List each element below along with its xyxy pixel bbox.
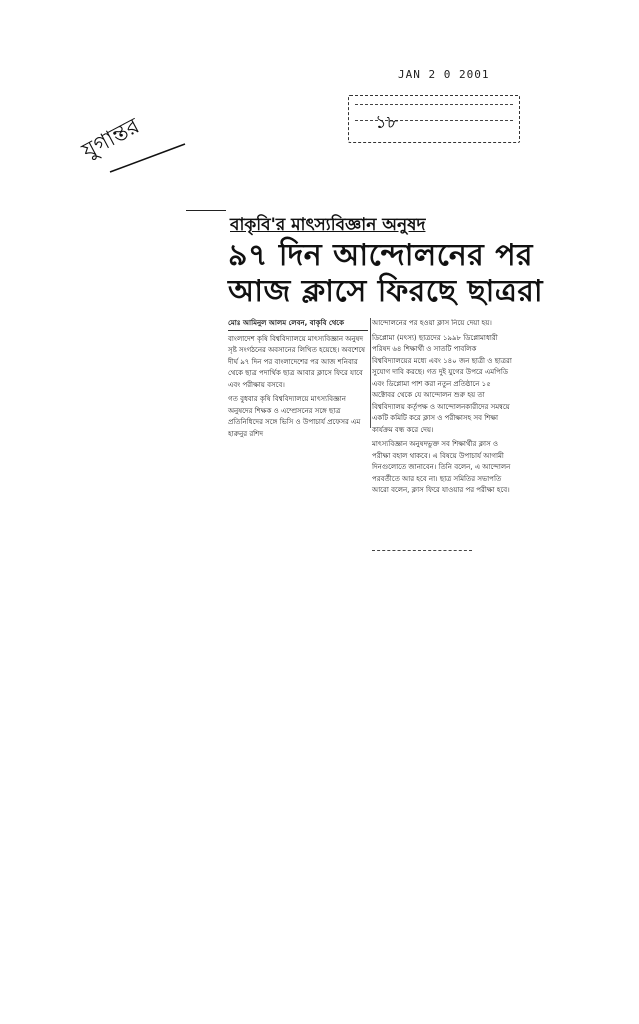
date-stamp: JAN 2 0 2001 [398,68,490,81]
headline-line-2: আজ ক্লাসে ফিরছে ছাত্ররা [228,274,544,309]
article-kicker: বাকৃবি'র মাৎস্যবিজ্ঞান অনুষদ [230,215,426,235]
stamp-mark: ১৮ [375,112,399,133]
clip-bottom-rule [372,550,472,551]
article-column-left [228,318,368,438]
article-column-right [372,318,512,543]
handwritten-note-text: যুগান্তর [78,113,144,165]
headline-line-1: ৯৭ দিন আন্দোলনের পর [228,238,534,273]
handwritten-note [80,88,190,178]
article-byline: মোঃ আমিনুল আলম লেবন, বাকৃবি থেকে [228,318,368,331]
article-paragraph: বাংলাদেশ কৃষি বিশ্ববিদ্যালয়ে মাৎস্যবিজ্ঞান অনুষদ সৃষ্ট সংগঠনের অবসানের লিখিত হয়েছে। অবশেষে দীর্ঘ ৯৭ দিন পর বাংলাদেশের পর আজ শনিবার থেকে ছাত্র পদার্থিক ছাত্র আবার ক্লাসে ফিরে যাবে এবং পরীক্ষায় বসবে। [228,334,366,389]
article-paragraph: ডিপ্লোমা (মৎস্য) ছাত্রদের ১৯৯৮ ডিপ্লোমাধারী পরিষদ ৬৪ শিক্ষার্থী ও সাতটি পাবলিক বিশ্ববিদ্যালয়ের মধ্যে এবং ১৪০ জন ছাত্রী ও ছাত্ররা সুযোগ দাবি করছে। গত দুই যুগের উপরে এমপিডি এবং ডিপ্লোমা পাশ করা নতুন প্রতিষ্ঠানে ১৫ অক্টোবর থেকে যে আন্দোলন শুরু হয় তা বিশ্ববিদ্যালয় কর্তৃপক্ষ ও আন্দোলনকারীদের সমন্বয়ে একটি কমিটি করে ক্লাস ও পরীক্ষাসহ সব শিক্ষা কার্যক্রম বন্ধ করে দেয়। [372,333,512,434]
article-paragraph: মাৎস্যবিজ্ঞান অনুষদভুক্ত সব শিক্ষার্থীর ক্লাস ও পরীক্ষা বহাল থাকবে। এ বিষয়ে উপাচার্য আগামী দিনগুলোতে জানাবেন। তিনি বলেন, এ আন্দোলন পরবর্তীতে আর হবে না। ছাত্র সমিতির সভাপতি আরো বলেন, ক্লাস ফিরে যাওয়ার পর পরীক্ষা হবে। [372,440,511,494]
clip-top-rule [186,210,226,211]
article-paragraph: গত বুধবার কৃষি বিশ্ববিদ্যালয়ে মাৎস্যবিজ্ঞান অনুষদের শিক্ষক ও এম্প্রেসনের সঙ্গে ছাত্র প্রতিনিধিদের সঙ্গে ভিসি ও উপাচার্য প্রফেসর এম হারুনুর রশিদ [228,395,361,438]
stamp-line [355,104,513,106]
column-divider [370,318,371,428]
clip-stamp [348,95,520,143]
article-paragraph: আন্দোলনের পর হওয়া ক্লাস নিয়ে দেয়া হয়। [372,319,492,327]
article-headline [228,238,544,310]
